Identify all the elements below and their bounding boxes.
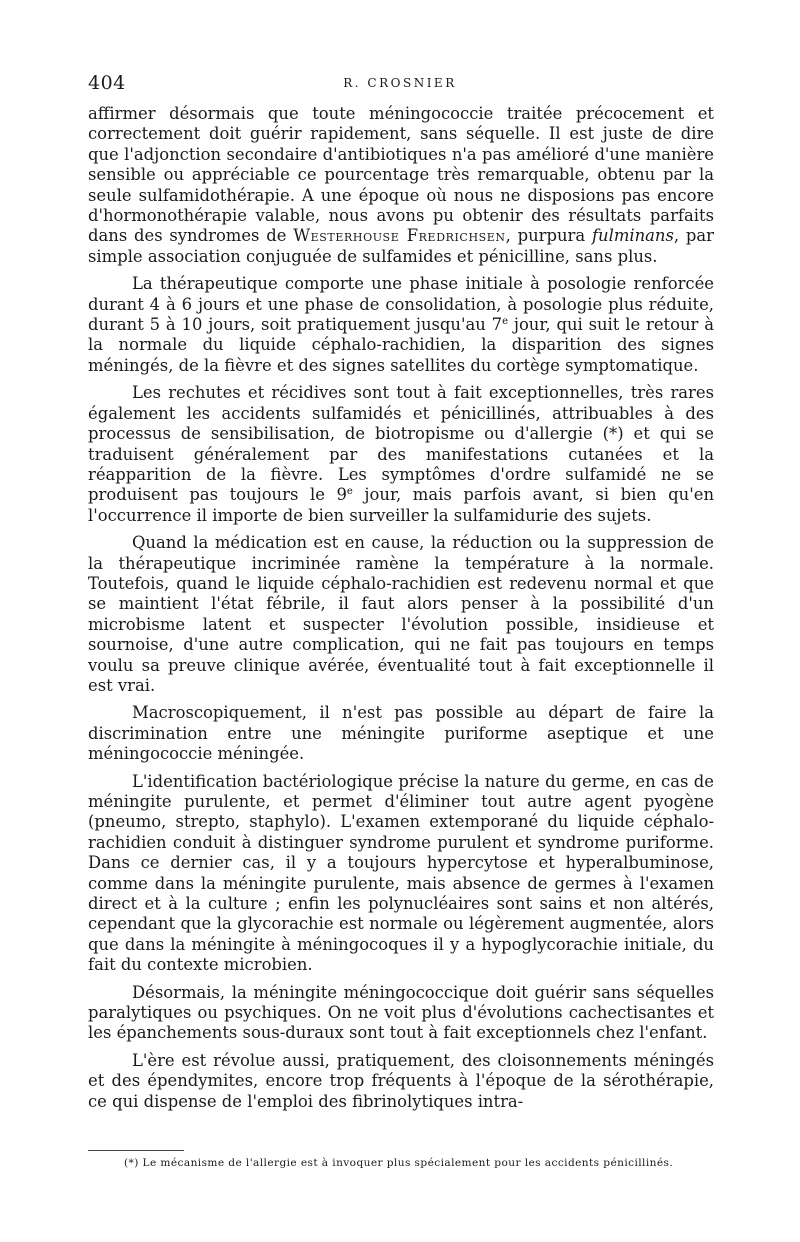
- author-names: Westerhouse Fredrichsen: [293, 226, 506, 246]
- footnote-divider: [88, 1150, 184, 1151]
- footnote-ref: (*): [602, 424, 624, 444]
- page-number: 404: [88, 72, 126, 94]
- footnote: [124, 1156, 712, 1170]
- running-head: R. CROSNIER: [343, 76, 457, 90]
- superscript: e: [346, 486, 353, 498]
- paragraph-6: L'identification bactériologique précise la nature du germe, en cas de méningite purulente, et permet d'éliminer tout autre agent pyogène (pneumo, strepto, staphylo). L'examen extemporané du liquide céphalo-rachidien conduit à distinguer syndrome purulent et syndrome puriforme. Dans ce dernier cas, il y a toujours hypercytose et hyperalbuminose, comme dans la méningite purulente, mais absence de germes à l'examen direct et à la culture ; enfin les polynucléaires sont sains et non altérés, cependant que la glycorachie est normale ou légèrement augmentée, alors que dans la méningite à méningocoques il y a hypoglycorachie initiale, du fait du contexte microbien.: [88, 771, 714, 975]
- paragraph-5: Macroscopiquement, il n'est pas possible au départ de faire la discrimination entre une méningite puriforme aseptique et une méningococcie méningée.: [88, 703, 714, 764]
- superscript: e: [502, 316, 509, 328]
- paragraph-1: affirmer désormais que toute méningococcie traitée précocement et correctement doit guérir rapidement, sans séquelle. Il est juste de dire que l'adjonction secondaire d'antibiotiques n'a pas amélioré d'une manière sensible ou appréciable ce pourcentage très remarquable, obtenu par la seule sulfamidothérapie. A une époque où nous ne disposions pas encore d'hormonothérapie valable, nous avons pu obtenir des résultats parfaits dans des syndromes de Westerhouse Fredrichsen, purpura fulminans, par simple association conjuguée de sulfamides et pénicilline, sans plus.: [88, 104, 714, 266]
- italic-term: fulminans: [591, 226, 674, 246]
- paragraph-8: L'ère est révolue aussi, pratiquement, des cloisonnements méningés et des épendymites, encore trop fréquents à l'époque de la sérothérapie, ce qui dispense de l'emploi des fibrinolytiques intra-: [88, 1050, 714, 1111]
- paragraph-3: Les rechutes et récidives sont tout à fait exceptionnelles, très rares également les accidents sulfamidés et pénicillinés, attribuables à des processus de sensibilisation, de biotropisme ou d'allergie (*) et qui se traduisent généralement par des manifestations cutanées et la réapparition de la fièvre. Les symptômes d'ordre sulfamidé ne se produisent pas toujours le 9e jour, mais parfois avant, si bien qu'en l'occurrence il importe de bien surveiller la sulfamidurie des sujets.: [88, 383, 714, 525]
- paragraph-2: La thérapeutique comporte une phase initiale à posologie renforcée durant 4 à 6 jours et une phase de consolidation, à posologie plus réduite, durant 5 à 10 jours, soit pratiquement jusqu'au 7e jour, qui suit le retour à la normale du liquide céphalo-rachidien, la disparition des signes méningés, de la fièvre et des signes satellites du cortège symptomatique.: [88, 274, 714, 375]
- footnote-text: Le mécanisme de l'allergie est à invoquer plus spécialement pour les accidents pénicillinés.: [142, 1157, 674, 1169]
- footnote-mark: (*): [124, 1157, 139, 1169]
- paragraph-4: Quand la médication est en cause, la réduction ou la suppression de la thérapeutique incriminée ramène la température à la normale. Toutefois, quand le liquide céphalo-rachidien est redevenu normal et que se maintient l'état fébrile, il faut alors penser à la possibilité d'un microbisme latent et suspecter l'évolution possible, insidieuse et sournoise, d'une autre complication, qui ne fait pas toujours en temps voulu sa preuve clinique avérée, éventualité tout à fait exceptionnelle il est vrai.: [88, 533, 714, 695]
- paragraph-7: Désormais, la méningite méningococcique doit guérir sans séquelles paralytiques ou psychiques. On ne voit plus d'évolutions cachectisantes et les épanchements sous-duraux sont tout à fait exceptionnels chez l'enfant.: [88, 982, 714, 1043]
- page-header: [88, 72, 712, 94]
- body-text: [88, 104, 714, 1119]
